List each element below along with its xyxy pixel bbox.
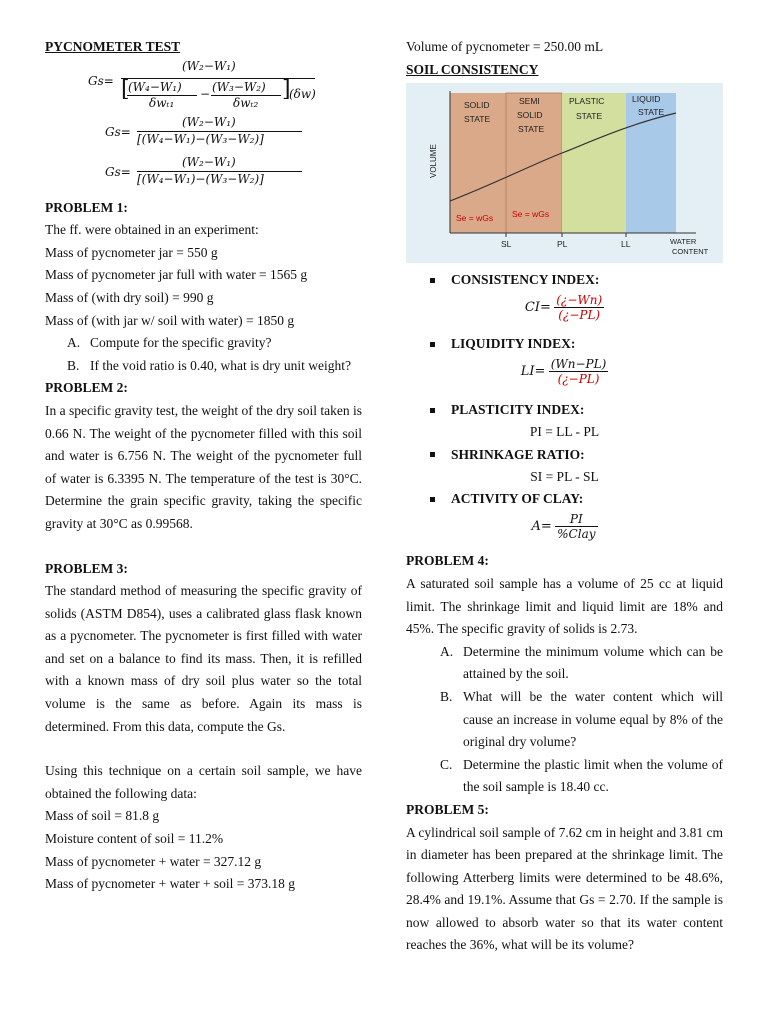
bullet-icon bbox=[430, 278, 435, 283]
band1-label-1: SOLID bbox=[464, 100, 490, 111]
soil-consistency-title: SOIL CONSISTENCY bbox=[406, 61, 539, 77]
plasticity-index-heading: PLASTICITY INDEX: bbox=[406, 399, 723, 421]
problem-4-title: PROBLEM 4: bbox=[406, 553, 489, 569]
soil-consistency-figure bbox=[406, 83, 723, 263]
problem-1-line: Mass of pycnometer jar full with water = 1565 g bbox=[45, 267, 308, 283]
band2-label-2: SOLID bbox=[517, 110, 543, 121]
problem-1-line: Mass of (with jar w/ soil with water) = 1850 g bbox=[45, 312, 295, 328]
x-axis-label-2: CONTENT bbox=[672, 247, 709, 257]
band3-label-1: PLASTIC bbox=[569, 96, 605, 107]
problem-5-title: PROBLEM 5: bbox=[406, 801, 489, 817]
list-item: B. If the void ratio is 0.40, what is dry unit weight? bbox=[67, 357, 351, 373]
tick-ll: LL bbox=[621, 239, 631, 250]
shrinkage-ratio-heading: SHRINKAGE RATIO: bbox=[406, 444, 723, 466]
activity-of-clay-heading: ACTIVITY OF CLAY: bbox=[406, 488, 723, 510]
consistency-index-heading: CONSISTENCY INDEX: bbox=[406, 269, 723, 291]
bullet-icon bbox=[430, 452, 435, 457]
sr-equation: SI = PL - SL bbox=[530, 468, 599, 484]
formula-gs-1: Gs= (W₂−W₁) [ (W₄−W₁) δwₜ₁ − (W₃−W₂) δwₜ₂ ] (δw) bbox=[88, 58, 316, 110]
problem-3-title: PROBLEM 3: bbox=[45, 560, 128, 576]
problem-2-title: PROBLEM 2: bbox=[45, 380, 128, 396]
problem-4-text: A saturated soil sample has a volume of 25 cc at liquid limit. The shrinkage limit and liquid limit are 18% and 45%. The specific gravity of solids is 2.73. bbox=[406, 575, 723, 637]
li-formula: LI= $\frac{(Wn-PL)}{(¿-PL)}$ bbox=[520, 357, 607, 387]
note-semi-solid: Se = wGs bbox=[512, 209, 550, 220]
problem-5-text: A cylindrical soil sample of 7.62 cm in height and 3.81 cm in diameter has been prepared at the shrinkage limit. The following Atterberg limits were determined to be 48.6%, 28.4% and 19.1%. Assume that Gs = 2.70. If the sample is now allowed to absorb water so that its water content reaches the 36%, what will be its volume? bbox=[406, 824, 723, 953]
pycnometer-volume: Volume of pycnometer = 250.00 mL bbox=[406, 39, 604, 54]
problem-3-text: The standard method of measuring the specific gravity of solids (ASTM D854), uses a calibrated glass flask known as a pycnometer. The pycnometer is first filled with water and set on a balance to find its mass. Then, it is refilled with a known mass of dry soil plus water so the total volume is the same as before. Again its mass is determined. From this data, compute the Gs. bbox=[45, 583, 362, 734]
pycnometer-title: PYCNOMETER TEST bbox=[45, 39, 181, 54]
tick-sl: SL bbox=[501, 239, 512, 250]
problem-3-text-2: Using this technique on a certain soil sample, we have obtained the following data: bbox=[45, 763, 362, 801]
band4-label-1: LIQUID bbox=[632, 94, 661, 105]
band4-label-2: STATE bbox=[638, 107, 665, 118]
problem-3-line: Mass of pycnometer + water = 327.12 g bbox=[45, 853, 262, 869]
problem-1-title: PROBLEM 1: bbox=[45, 199, 128, 215]
problem-1-line: Mass of (with dry soil) = 990 g bbox=[45, 289, 214, 305]
list-item: A. Compute for the specific gravity? bbox=[67, 335, 272, 351]
tick-pl: PL bbox=[557, 239, 568, 250]
note-solid: Se = wGs bbox=[456, 213, 494, 224]
problem-4-items bbox=[406, 641, 723, 799]
ci-formula: CI= $\frac{(¿-Wn)}{(¿-PL)}$ bbox=[524, 293, 603, 323]
problem-3-line: Moisture content of soil = 11.2% bbox=[45, 831, 224, 847]
problem-1-line: Mass of pycnometer jar = 550 g bbox=[45, 244, 218, 260]
problem-2-text: In a specific gravity test, the weight of the dry soil taken is 0.66 N. The weight of the pycnometer filled with this soil and water is 6.756 N. The weight of the pycnometer full of water is 6.3395 N. The temperature of the test is 30°C. Determine the grain specific gravity, taking the specific gravity at 30°C as 0.99568. bbox=[45, 402, 362, 531]
list-item: C. Determine the plastic limit when the volume of the soil sample is 18.40 cc. bbox=[440, 756, 723, 795]
x-axis-label-1: WATER bbox=[670, 237, 697, 247]
problem-1-line: The ff. were obtained in an experiment: bbox=[45, 222, 259, 238]
list-item: B. What will be the water content which will cause an increase in volume equal by 8% of the original dry volume? bbox=[440, 688, 723, 750]
pi-equation: PI = LL - PL bbox=[529, 424, 600, 440]
bullet-icon bbox=[430, 408, 435, 413]
bullet-icon bbox=[430, 342, 435, 347]
right-column bbox=[406, 36, 723, 957]
bullet-icon bbox=[430, 497, 435, 502]
list-item: A. Determine the minimum volume which can be attained by the soil. bbox=[440, 643, 723, 682]
liquidity-index-heading: LIQUIDITY INDEX: bbox=[406, 333, 723, 355]
formula-gs-2: Gs= (W₂−W₁) [(W₄−W₁)−(W₃−W₂)] bbox=[45, 115, 362, 155]
band1-label-2: STATE bbox=[464, 114, 491, 125]
problem-1-items bbox=[45, 332, 362, 377]
problem-3-line: Mass of pycnometer + water + soil = 373.18 g bbox=[45, 876, 296, 892]
band2-label-3: STATE bbox=[518, 124, 545, 135]
left-column bbox=[45, 36, 362, 896]
y-axis-label: VOLUME bbox=[429, 144, 438, 179]
formula-gs-3: Gs= (W₂−W₁) [(W₄−W₁)−(W₃−W₂)] bbox=[45, 155, 362, 197]
problem-3-line: Mass of soil = 81.8 g bbox=[45, 808, 160, 824]
band2-label-1: SEMI bbox=[519, 96, 540, 107]
ac-formula: A= $\frac{PI}{\text{\%Clay}}$ bbox=[531, 512, 596, 542]
band3-label-2: STATE bbox=[576, 111, 603, 122]
